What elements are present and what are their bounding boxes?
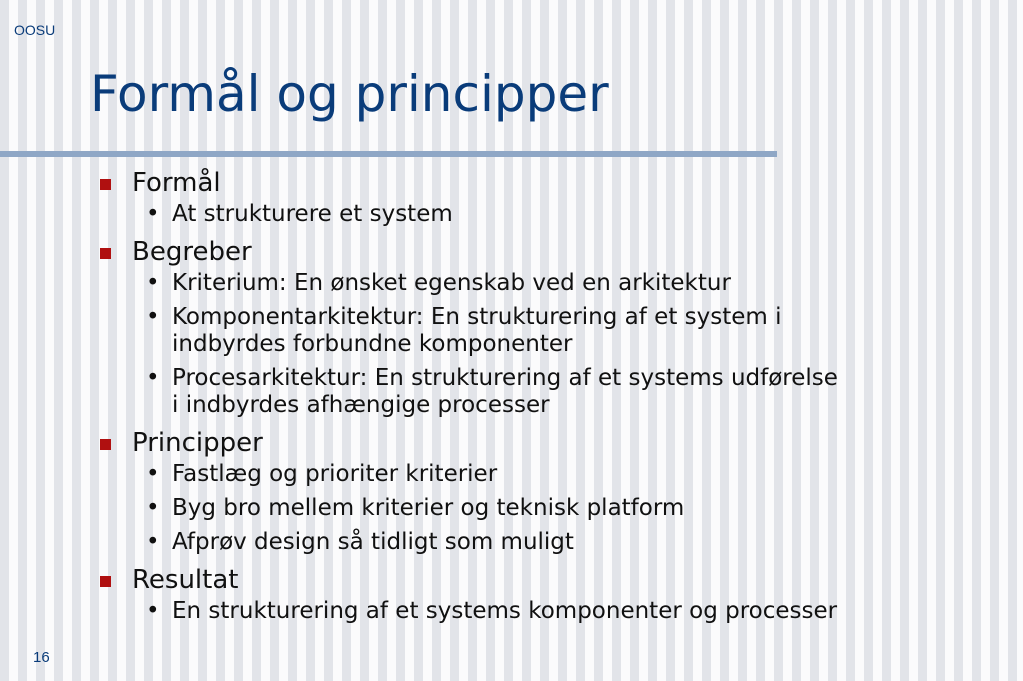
section-heading-text: Resultat xyxy=(132,565,239,595)
list-item-text: En strukturering af et systems komponenter og processer xyxy=(172,598,838,624)
dot-bullet-icon: • xyxy=(146,304,160,330)
section-heading-text: Formål xyxy=(132,168,221,198)
section-heading-begreber xyxy=(98,235,998,269)
list-item xyxy=(98,270,998,297)
section-items-principper xyxy=(98,461,998,556)
list-item xyxy=(98,495,998,522)
list-item-text: Afprøv design så tidligt som muligt xyxy=(172,529,574,555)
section-heading-text: Begreber xyxy=(132,237,252,267)
title-underline-rule xyxy=(0,151,777,157)
list-item-text: At strukturere et system xyxy=(172,201,453,227)
list-item-text: Kriterium: En ønsket egenskab ved en arkitektur xyxy=(172,270,731,296)
section-items-resultat xyxy=(98,598,998,625)
dot-bullet-icon: • xyxy=(146,365,160,391)
list-item xyxy=(98,529,998,556)
list-item xyxy=(98,461,998,488)
dot-bullet-icon: • xyxy=(146,529,160,555)
section-heading-principper xyxy=(98,426,998,460)
dot-bullet-icon: • xyxy=(146,495,160,521)
dot-bullet-icon: • xyxy=(146,598,160,624)
list-item-text: Byg bro mellem kriterier og teknisk platform xyxy=(172,495,685,521)
square-bullet-icon xyxy=(100,248,111,259)
square-bullet-icon xyxy=(100,179,111,190)
dot-bullet-icon: • xyxy=(146,270,160,296)
bullet-content xyxy=(98,166,998,632)
section-items-begreber xyxy=(98,270,998,419)
list-item-text: Procesarkitektur: En strukturering af et systems udførelse i indbyrdes afhængige processer xyxy=(172,365,838,418)
section-items-formal xyxy=(98,201,998,228)
dot-bullet-icon: • xyxy=(146,461,160,487)
list-item-text: Fastlæg og prioriter kriterier xyxy=(172,461,498,487)
square-bullet-icon xyxy=(100,576,111,587)
list-item xyxy=(98,304,998,358)
dot-bullet-icon: • xyxy=(146,201,160,227)
list-item xyxy=(98,201,998,228)
square-bullet-icon xyxy=(100,439,111,450)
list-item xyxy=(98,598,998,625)
section-heading-formal xyxy=(98,166,998,200)
section-heading-text: Principper xyxy=(132,428,263,458)
slide-header-label: OOSU xyxy=(14,22,56,38)
page-number: 16 xyxy=(33,649,50,666)
list-item-text: Komponentarkitektur: En strukturering af et system i indbyrdes forbundne komponenter xyxy=(172,304,782,357)
list-item xyxy=(98,365,998,419)
section-heading-resultat xyxy=(98,563,998,597)
slide-title: Formål og principper xyxy=(90,65,609,123)
